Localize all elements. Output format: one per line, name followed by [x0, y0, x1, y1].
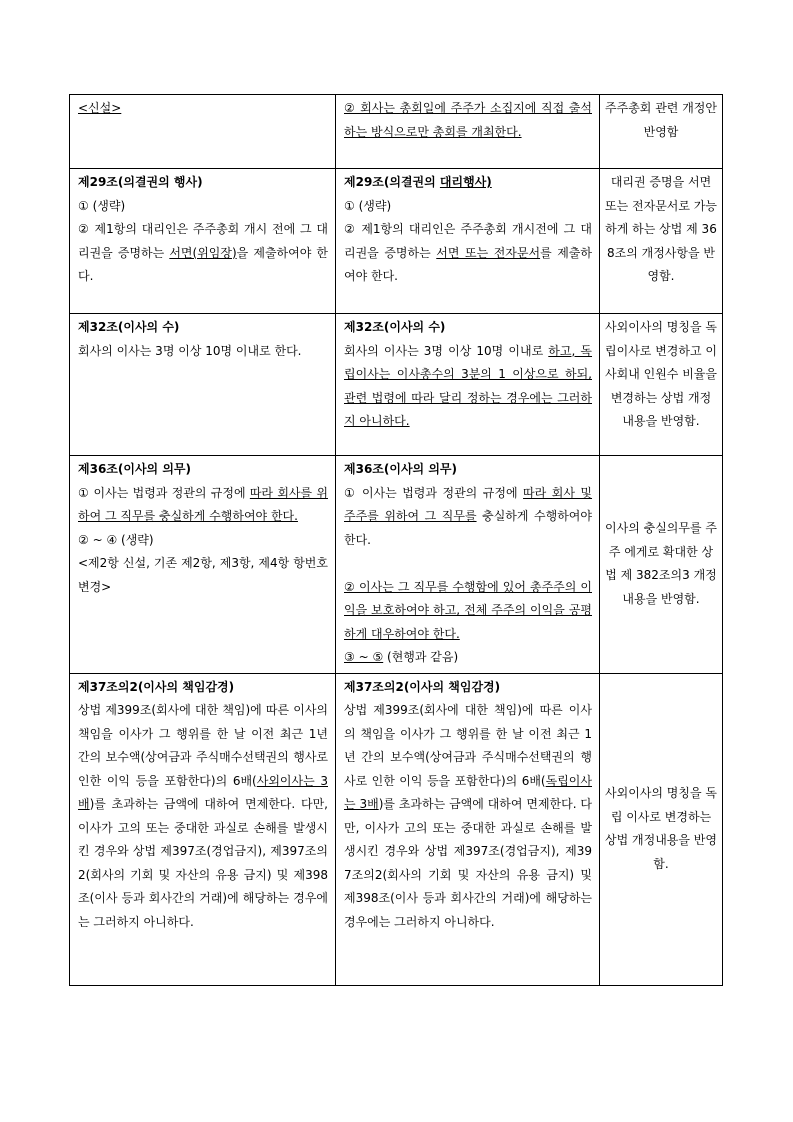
- remark-cell: [600, 673, 723, 985]
- article-title: 제37조의2(이사의 책임감경): [78, 679, 235, 694]
- revised-text-cell: [336, 169, 600, 314]
- amendment-comparison-table: [69, 94, 723, 986]
- revised-text-cell: [336, 673, 600, 985]
- revised-text-cell: [336, 314, 600, 456]
- clause: ① (생략): [344, 198, 392, 213]
- table-row: [70, 314, 723, 456]
- table-row: [70, 673, 723, 985]
- article-title: 제32조(이사의 수): [78, 320, 180, 334]
- remark-cell: [600, 95, 723, 169]
- article-title: 제36조(이사의 의무): [78, 462, 191, 476]
- remark-text: 사외이사의 명칭을 독립이사로 변경하고 이사회내 인원수 비율을 변경하는 상법 개정 내용을 반영함.: [605, 320, 717, 428]
- table-row: [70, 169, 723, 314]
- spacer: [344, 552, 592, 576]
- clause: ① 이사는 법령과 정관의 규정에 따라 회사 및 주주를 위하여 그 직무를 충실하게 수행하여야 한다.: [344, 485, 593, 547]
- remark-text: 이사의 충실의무를 주주 에게로 확대한 상법 제 382조의3 개정내용을 반영함.: [605, 521, 717, 606]
- clause: 상법 제399조(회사에 대한 책임)에 따른 이사의 책임을 이사가 그 행위를 한 날 이전 최근 1년 간의 보수액(상여금과 주식매수선택권의 행사로 인한 이익 등을 포함한다)의 6배(사외이사는 3배)를 초과하는 금액에 대하여 면제한다. 다만, 이사가 고의 또는 중대한 과실로 손해를 발생시킨 경우와 상법 제397조(경업금지), 제397조의2(회사의 기회 및 자산의 유용 금지) 및 제398조(이사 등과 회사간의 거래)에 해당하는 경우에는 그러하지 아니하다.: [78, 703, 328, 929]
- clause: ③ ~ ⑤ (현행과 같음): [344, 650, 459, 664]
- clause: ② 이사는 그 직무를 수행함에 있어 총주주의 이익을 보호하여야 하고, 전체 주주의 이익을 공평하게 대우하여야 한다.: [344, 579, 592, 641]
- remark-text: 주주총회 관련 개정안 반영함: [605, 101, 717, 139]
- clause: 회사의 이사는 3명 이상 10명 이내로 한다.: [78, 343, 302, 358]
- article-title: 제29조(의결권의 대리행사): [344, 175, 492, 189]
- clause: 상법 제399조(회사에 대한 책임)에 따른 이사의 책임을 이사가 그 행위를 한 날 이전 최근 1년 간의 보수액(상여금과 주식매수선택권의 행사로 인한 이익 등을 포함한다)의 6배(독립이사는 3배)를 초과하는 금액에 대하여 면제한다. 다만, 이사가 고의 또는 중대한 과실로 손해를 발생시킨 경우와 상법 제397조(경업금지), 제397조의2(회사의 기회 및 자산의 유용 금지) 및 제398조(이사 등과 회사간의 거래)에 해당하는 경우에는 그러하지 아니하다.: [344, 703, 592, 929]
- clause: ② 제1항의 대리인은 주주총회 개시전에 그 대리권을 증명하는 서면 또는 전자문서를 제출하여야 한다.: [344, 222, 592, 283]
- clause: 회사의 이사는 3명 이상 10명 이내로 하고, 독립이사는 이사총수의 3분의 1 이상으로 하되, 관련 법령에 따라 달리 정하는 경우에는 그러하지 아니하다.: [344, 343, 593, 428]
- remark-text: 대리권 증명을 서면 또는 전자문서로 가능하게 하는 상법 제 368조의 개정사항을 반영함.: [605, 175, 717, 283]
- remark-cell: [600, 314, 723, 456]
- new-provision-marker: <신설>: [78, 101, 122, 115]
- table-row: [70, 95, 723, 169]
- revised-text-cell: [336, 456, 600, 674]
- revised-clause: ② 회사는 총회일에 주주가 소집지에 직접 출석하는 방식으로만 총회를 개최한다.: [344, 101, 592, 139]
- table-row: [70, 456, 723, 674]
- article-title: 제37조의2(이사의 책임감경): [344, 679, 501, 694]
- clause: ① (생략): [78, 198, 126, 213]
- current-text-cell: [70, 456, 336, 674]
- current-text-cell: [70, 314, 336, 456]
- remark-cell: [600, 169, 723, 314]
- clause: ② ~ ④ (생략): [78, 532, 154, 547]
- current-text-cell: [70, 673, 336, 985]
- clause: <제2항 신설, 기존 제2항, 제3항, 제4항 항번호 변경>: [78, 556, 328, 594]
- article-title: 제36조(이사의 의무): [344, 462, 457, 476]
- remark-text: 사외이사의 명칭을 독립 이사로 변경하는 상법 개정내용을 반영함.: [605, 786, 717, 871]
- clause: ② 제1항의 대리인은 주주총회 개시 전에 그 대리권을 증명하는 서면(위임장)을 제출하여야 한다.: [78, 222, 329, 283]
- clause: ① 이사는 법령과 정관의 규정에 따라 회사를 위하여 그 직무를 충실하게 수행하여야 한다.: [78, 485, 328, 523]
- article-title: 제32조(이사의 수): [344, 320, 446, 334]
- current-text-cell: [70, 95, 336, 169]
- remark-cell: [600, 456, 723, 674]
- current-text-cell: [70, 169, 336, 314]
- revised-text-cell: [336, 95, 600, 169]
- article-title: 제29조(의결권의 행사): [78, 175, 203, 189]
